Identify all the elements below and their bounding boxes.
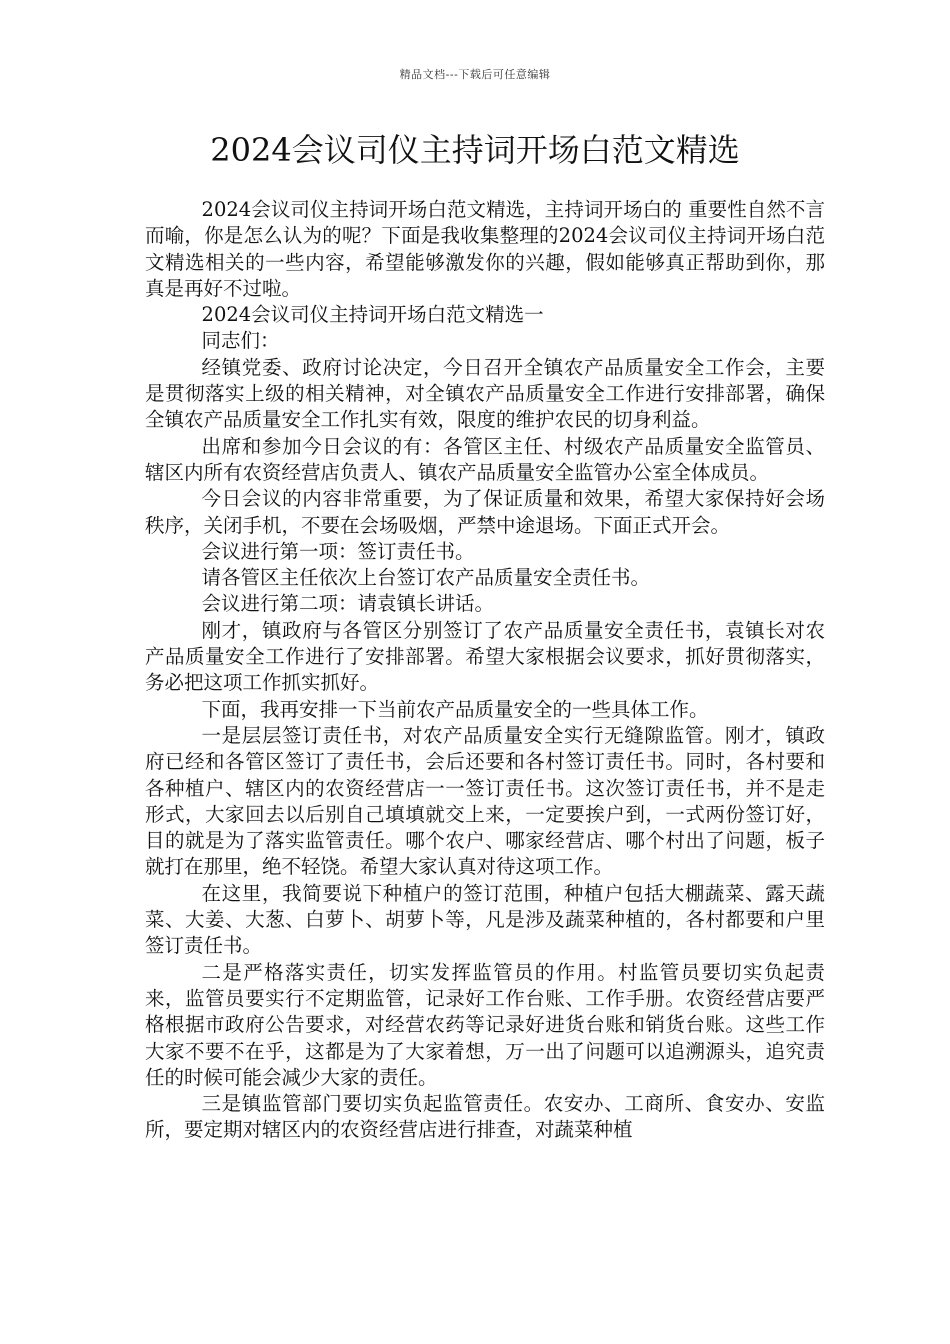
header-note: 精品文档---下载后可任意编辑 [399,68,551,81]
paragraph: 今日会议的内容非常重要，为了保证质量和效果，希望大家保持好会场秩序，关闭手机，不要在会场吸烟，严禁中途退场。下面正式开会。 [145,487,825,537]
paragraph: 会议进行第一项：签订责任书。 [201,539,475,563]
paragraph: 在这里，我简要说下种植户的签订范围，种植户包括大棚蔬菜、露天蔬菜、大姜、大葱、白萝卜、胡萝卜等，凡是涉及蔬菜种植的，各村都要和户里签订责任书。 [145,881,825,958]
paragraph: 同志们： [201,329,280,353]
paragraph: 三是镇监管部门要切实负起监管责任。农安办、工商所、食安办、安监所，要定期对辖区内的农资经营店进行排查，对蔬菜种植 [145,1092,825,1142]
paragraph: 刚才，镇政府与各管区分别签订了农产品质量安全责任书，袁镇长对农产品质量安全工作进行了安排部署。希望大家根据会议要求，抓好贯彻落实，务必把这项工作抓实抓好。 [145,618,825,695]
paragraph: 出席和参加今日会议的有：各管区主任、村级农产品质量安全监管员、辖区内所有农资经营店负责人、镇农产品质量安全监管办公室全体成员。 [145,434,825,484]
paragraph: 二是严格落实责任，切实发挥监管员的作用。村监管员要切实负起责来，监管员要实行不定期监管，记录好工作台账、工作手册。农资经营店要严格根据市政府公告要求，对经营农药等记录好进货台账和销货台账。这些工作大家不要不在乎，这都是为了大家着想，万一出了问题可以追溯源头，追究责任的时候可能会减少大家的责任。 [145,960,825,1089]
paragraph: 请各管区主任依次上台签订农产品质量安全责任书。 [201,566,651,590]
document-body [145,197,825,1144]
document-title: 2024会议司仪主持词开场白范文精选 [210,131,740,169]
paragraph: 经镇党委、政府讨论决定，今日召开全镇农产品质量安全工作会，主要是贯彻落实上级的相关精神，对全镇农产品质量安全工作进行安排部署，确保全镇农产品质量安全工作扎实有效，限度的维护农民的切身利益。 [145,355,825,432]
paragraph: 一是层层签订责任书，对农产品质量安全实行无缝隙监管。刚才，镇政府已经和各管区签订了责任书，会后还要和各村签订责任书。同时，各村要和各种植户、辖区内的农资经营店一一签订责任书。这次签订责任书，并不是走形式，大家回去以后别自己填填就交上来，一定要挨户到，一式两份签订好，目的就是为了落实监管责任。哪个农户、哪家经营店、哪个村出了问题，板子就打在那里，绝不轻饶。希望大家认真对待这项工作。 [145,723,825,879]
paragraph: 2024会议司仪主持词开场白范文精选一 [201,303,544,327]
paragraph: 下面，我再安排一下当前农产品质量安全的一些具体工作。 [201,697,709,721]
paragraph: 会议进行第二项：请袁镇长讲话。 [201,592,495,616]
paragraph: 2024会议司仪主持词开场白范文精选，主持词开场白的 重要性自然不言而喻，你是怎么认为的呢？下面是我收集整理的2024会议司仪主持词开场白范文精选相关的一些内容，希望能够激发你的兴趣，假如能够真正帮助到你，那真是再好不过啦。 [145,198,825,300]
